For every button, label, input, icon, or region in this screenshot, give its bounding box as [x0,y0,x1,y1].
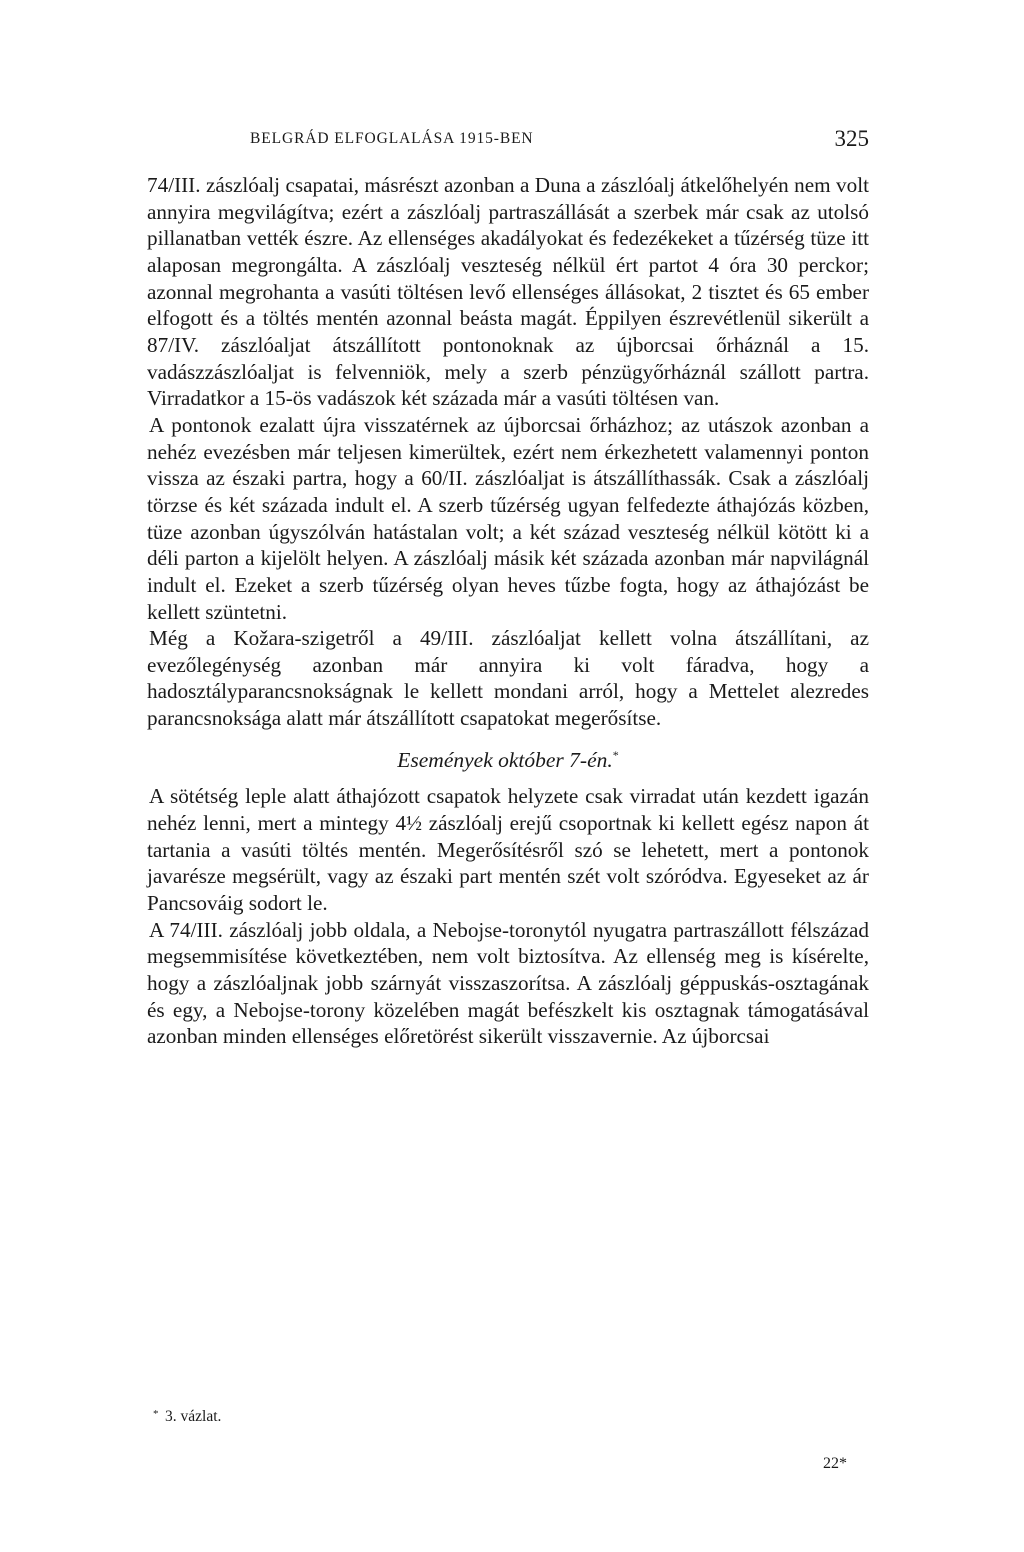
paragraph-5: A 74/III. zászlóalj jobb oldala, a Nebojse-toronytól nyugatra partraszállott félszázad megsemmisítése következtében, nem volt biztosítva. Az ellenség meg is kísérelte, hogy a zászlóaljnak jobb szárnyát visszaszorítsa. A zászlóalj géppuskás-osztagának és egy, a Nebojse-torony közelében magát befészkelt kis osztagnak támogatásával azonban minden ellenséges előretörést sikerült visszavernie. Az újborcsai [147,917,869,1049]
running-header [147,124,869,154]
paragraph-4: A sötétség leple alatt áthajózott csapatok helyzete csak virradat után kezdett igazán nehéz lenni, mert a mintegy 4½ zászlóalj erejű csoportnak ki kellett egész napon át tartania a vasúti töltés mentén. Megerősítésről szó se lehetett, mert a pontonok javarésze megsérült, vagy az északi part mentén szét volt szóródva. Egyeseket az ár Pancsováig sodort le. [147,784,869,916]
page-number: 325 [834,126,869,151]
paragraph-3: Még a Kožara-szigetről a 49/III. zászlóaljat kellett volna átszállítani, az evezőlegénység azonban már annyira ki volt fáradva, hogy a hadosztályparancsnokságnak le kellett mondani arról, hogy a Mettelet alezredes parancsnoksága alatt már átszállított csapatokat megerősítse. [147,626,869,731]
printer-signature: 22* [823,1455,847,1472]
running-title: BELGRÁD ELFOGLALÁSA 1915-BEN [250,130,534,147]
footnote-text: 3. vázlat. [165,1408,222,1425]
body-text [147,172,869,1050]
footnote-reference: * [612,747,619,762]
footnote-mark: * [153,1408,159,1420]
paragraph-2: A pontonok ezalatt újra visszatérnek az újborcsai őrházhoz; az utászok azonban a nehéz evezésben már teljesen kimerültek, ezért nem érkezhetett valamennyi ponton vissza az északi partra, hogy a 60/II. zászlóaljat is átszállíthassák. Csak a zászlóalj törzse és két százada indult el. A szerb tűzérség ugyan felfedezte áthajózás közben, tüze azonban úgyszólván hatástalan volt; a két század veszteség nélkül kötött ki a déli parton a kijelölt helyen. A zászlóalj másik két százada azonban már napvilágnál indult el. Ezeket a szerb tűzérség olyan heves tűzbe fogta, hogy az áthajózást be kellett szüntetni. [147,412,869,624]
section-heading-text: Események október 7-én. [397,747,613,772]
section-heading [147,747,869,774]
book-page [147,0,869,1552]
paragraph-1: 74/III. zászlóalj csapatai, másrészt azonban a Duna a zászlóalj átkelőhelyén nem volt annyira megvilágítva; ezért a zászlóalj partraszállását a szerbek már csak az utolsó pillanatban vették észre. Az ellenséges akadályokat és fedezékeket a tűzérség tüze itt alaposan megrongálta. A zászlóalj veszteség nélkül ért partot 4 óra 30 perckor; azonnal megrohanta a vasúti töltésen levő ellenséges állásokat, 2 tisztet és 65 ember elfogott és a töltés mentén azonnal beásta magát. Éppilyen észrevétlenül sikerült a 87/IV. zászlóaljat átszállított pontonoknak az újborcsai őrháznál a 15. vadászzászlóaljat is felvenniök, mely a szerb pénzügyőrháznál szállott partra. Virradatkor a 15-ös vadászok két százada már a vasúti töltésen van. [147,173,869,411]
